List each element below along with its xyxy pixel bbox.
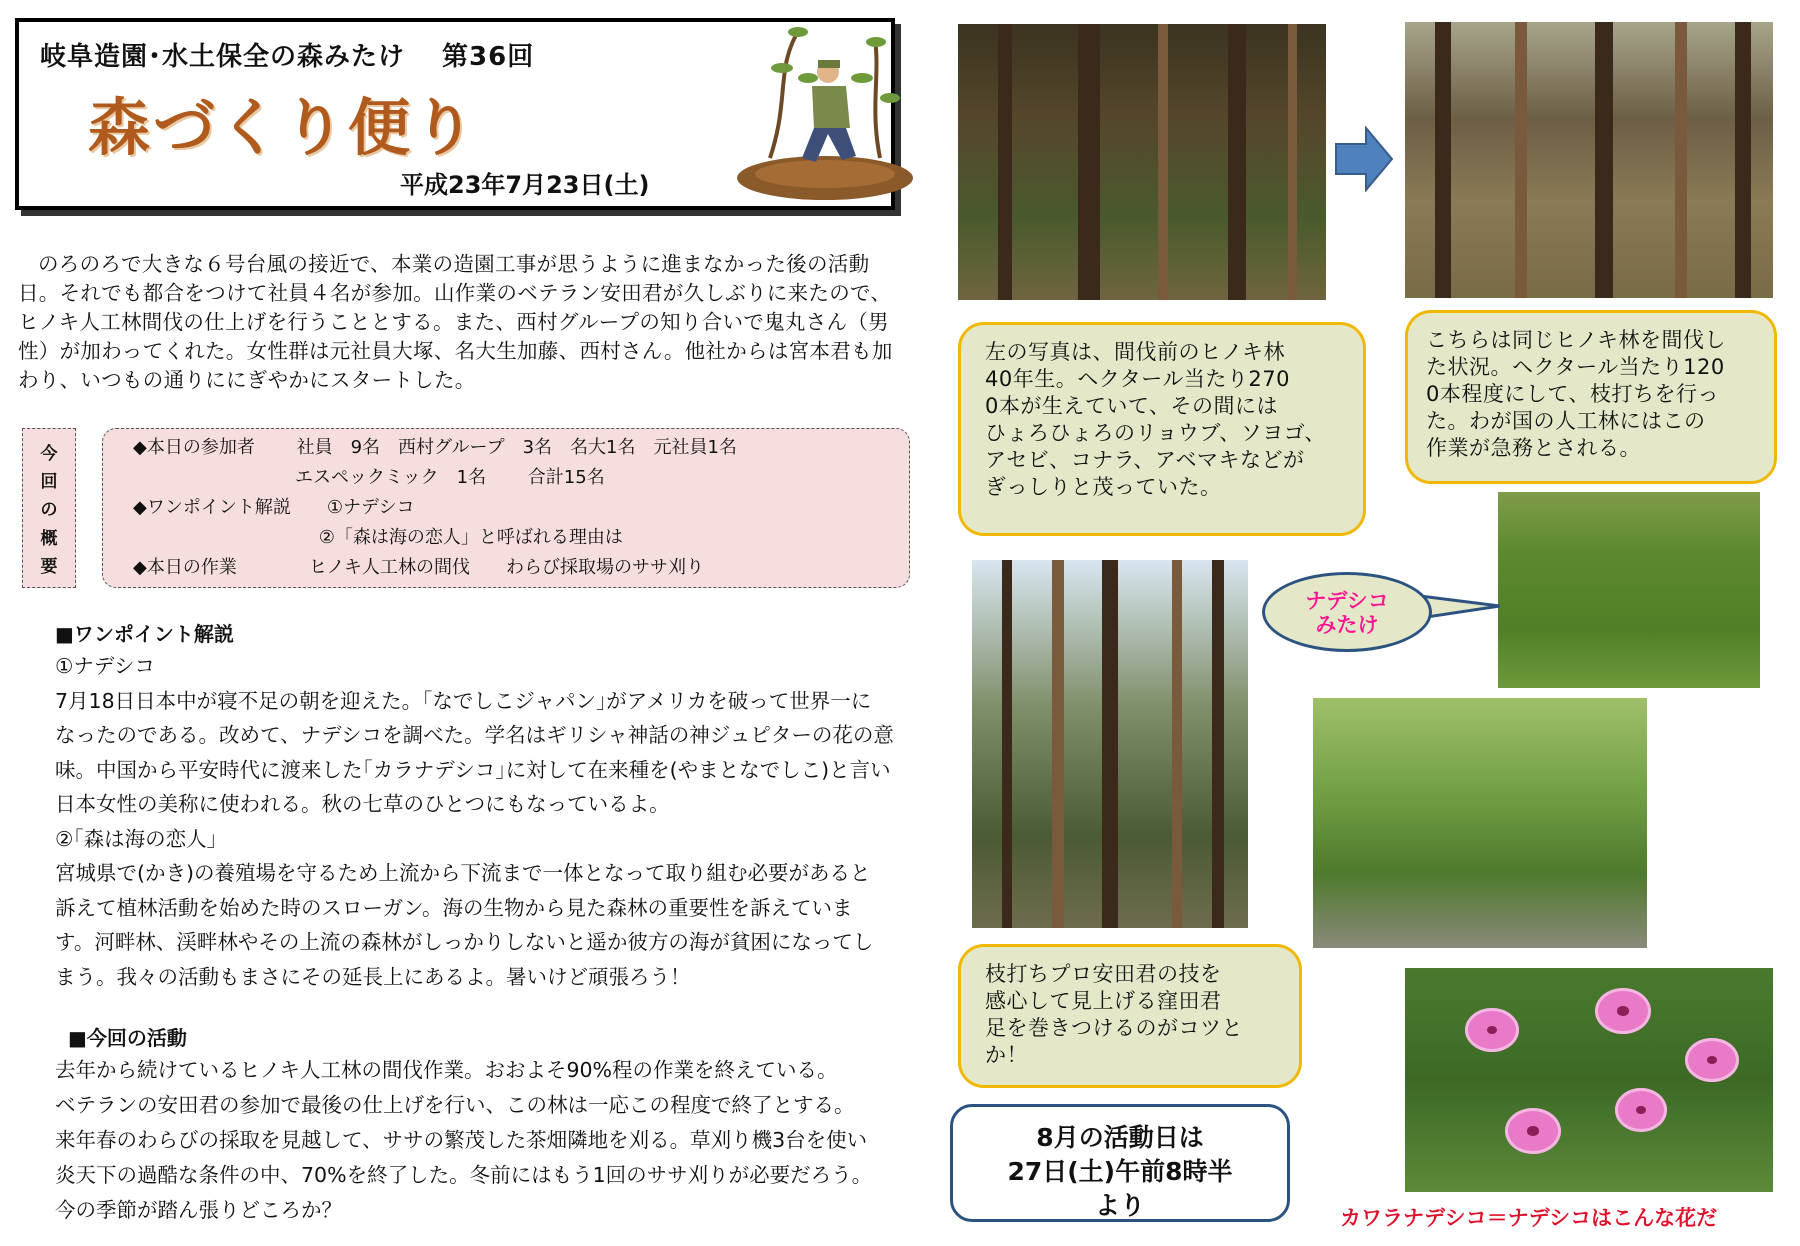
callout-line: 左の写真は、間伐前のヒノキ林 bbox=[985, 340, 1285, 364]
speech-bubble-tail bbox=[1420, 594, 1500, 620]
newsletter-subtitle: 岐阜造園･水土保全の森みたけ 第36回 bbox=[40, 42, 535, 72]
next-activity-box bbox=[950, 1104, 1290, 1222]
next-activity-line: 27日(土)午前8時半 bbox=[1007, 1157, 1233, 1186]
activity-heading: ■今回の活動 bbox=[68, 1026, 187, 1050]
summary-label-char: 概 bbox=[40, 528, 58, 549]
onepoint-body bbox=[55, 649, 935, 994]
onepoint-line: す。河畔林、渓畔林やその上流の森林がしっかりしないと遥か彼方の海が貧困になってし bbox=[55, 930, 874, 954]
callout-pruning bbox=[958, 944, 1302, 1088]
onepoint-line: 7月18日日本中が寝不足の朝を迎えた。｢なでしこジャパン｣がアメリカを破って世界一に bbox=[55, 688, 872, 713]
summary-label-char: 回 bbox=[40, 472, 58, 493]
callout-line: 0本程度にして、枝打ちを行っ bbox=[1426, 382, 1719, 406]
onepoint-line: まう。我々の活動もまさにその延長上にあるよ。暑いけど頑張ろう！ bbox=[55, 964, 691, 989]
before-after-arrow-icon bbox=[1334, 126, 1394, 192]
activity-line: 去年から続けているヒノキ人工林の間伐作業。おおよそ90%程の作業を終えている。 bbox=[55, 1058, 838, 1082]
speech-bubble-line: みたけ bbox=[1315, 613, 1379, 637]
summary-onepoint: ◆ワンポイント解説 ①ナデシコ bbox=[133, 497, 415, 518]
onepoint-heading: ■ワンポイント解説 bbox=[55, 622, 234, 646]
callout-line: ぎっしりと茂っていた。 bbox=[985, 475, 1222, 499]
summary-onepoint-cont: ②「森は海の恋人」と呼ばれる理由は bbox=[133, 527, 623, 548]
onepoint-line: ②｢森は海の恋人｣ bbox=[55, 826, 217, 851]
callout-line: た状況。ヘクタール当たり120 bbox=[1426, 355, 1725, 379]
activity-line: 炎天下の過酷な条件の中、70%を終了した。冬前にはもう1回のササ刈りが必要だろう。 bbox=[55, 1163, 873, 1187]
summary-label-char: 今 bbox=[40, 443, 58, 464]
callout-line: 感心して見上げる窪田君 bbox=[985, 989, 1222, 1013]
callout-line: 40年生。ヘクタール当たり270 bbox=[985, 367, 1290, 391]
callout-before-thinning bbox=[958, 322, 1366, 536]
newsletter-title: 森づくり便り bbox=[88, 91, 479, 164]
callout-line: 0本が生えていて、その間には bbox=[985, 394, 1278, 418]
next-activity-line: 8月の活動日は bbox=[1036, 1123, 1204, 1152]
activity-line: 来年春のわらびの採取を見越して、ササの繁茂した茶畑隣地を刈る。草刈り機3台を使い bbox=[55, 1128, 868, 1152]
callout-after-thinning bbox=[1405, 310, 1777, 484]
photo-group-meeting bbox=[1313, 698, 1647, 948]
next-activity-line: より bbox=[1094, 1191, 1145, 1220]
summary-label-char: の bbox=[40, 500, 58, 521]
onepoint-line: ①ナデシコ bbox=[55, 654, 155, 678]
onepoint-line: なったのである。改めて、ナデシコを調べた。学名はギリシャ神話の神ジュピターの花の意 bbox=[55, 723, 894, 747]
summary-label bbox=[22, 428, 76, 588]
summary-participants: ◆本日の参加者 社員 9名 西村グループ 3名 名大1名 元社員1名 bbox=[133, 437, 737, 458]
summary-participants-cont: エスペックミック 1名 合計15名 bbox=[133, 467, 605, 488]
callout-line: 枝打ちプロ安田君の技を bbox=[985, 962, 1222, 986]
callout-line: ひょろひょろのリョウブ、ソヨゴ、 bbox=[985, 421, 1326, 445]
callout-line: 作業が急務とされる。 bbox=[1426, 436, 1641, 460]
activity-line: 今の季節が踏ん張りどころか？ bbox=[55, 1198, 342, 1222]
summary-box bbox=[102, 428, 910, 588]
onepoint-line: 味。中国から平安時代に渡来した｢カラナデシコ｣に対して在来種を(やまとなでしこ)と言い bbox=[55, 757, 891, 782]
photo-after-thinning bbox=[1405, 22, 1773, 298]
onepoint-line: 訴えて植林活動を始めた時のスローガン。海の生物から見た森林の重要性を訴えていま bbox=[55, 895, 853, 920]
callout-line: 足を巻きつけるのがコツと bbox=[985, 1016, 1243, 1040]
callout-line: た。わが国の人工林にはこの bbox=[1426, 409, 1706, 433]
activity-section bbox=[68, 1022, 938, 1051]
summary-work: ◆本日の作業 ヒノキ人工林の間伐 わらび採取場のササ刈り bbox=[133, 557, 704, 578]
speech-bubble-line: ナデシコ bbox=[1305, 589, 1389, 613]
speech-bubble-nadeshiko bbox=[1262, 572, 1432, 652]
intro-paragraph: のろのろで大きな６号台風の接近で、本業の造園工事が思うように進まなかった後の活動日。それでも都合をつけて社員４名が参加。山作業のベテラン安田君が久しぶりに来たので、ヒノキ人工林間伐の仕上げを行うこととする。また、西村グループの知り合いで鬼丸さん（男性）が加わってくれた。女性群は元社員大塚、名大生加藤、西村さん。他社からは宮本君も加わり、いつもの通りににぎやかにスタートした。 bbox=[18, 252, 893, 392]
photo-nadeshiko-flower bbox=[1405, 968, 1773, 1192]
onepoint-section bbox=[55, 618, 935, 994]
photo-before-thinning bbox=[958, 24, 1326, 300]
photo-grass-cutting bbox=[1498, 492, 1760, 688]
activity-body bbox=[55, 1053, 935, 1228]
callout-line: こちらは同じヒノキ林を間伐し bbox=[1426, 328, 1726, 352]
callout-line: か！ bbox=[985, 1043, 1028, 1067]
activity-line: ベテランの安田君の参加で最後の仕上げを行い、この林は一応この程度で終了とする。 bbox=[55, 1093, 855, 1117]
onepoint-line: 宮城県で(かき)の養殖場を守るため上流から下流まで一体となって取り組む必要があると bbox=[55, 861, 871, 885]
photo-pruning bbox=[972, 560, 1248, 928]
callout-line: アセビ、コナラ、アベマキなどが bbox=[985, 448, 1305, 472]
flower-caption: カワラナデシコ＝ナデシコはこんな花だ bbox=[1340, 1206, 1718, 1230]
summary-label-char: 要 bbox=[40, 557, 58, 578]
onepoint-line: 日本女性の美称に使われる。秋の七草のひとつにもなっているよ。 bbox=[55, 792, 670, 816]
issue-date: 平成23年7月23日(土) bbox=[400, 171, 650, 199]
planting-illustration bbox=[730, 8, 920, 208]
